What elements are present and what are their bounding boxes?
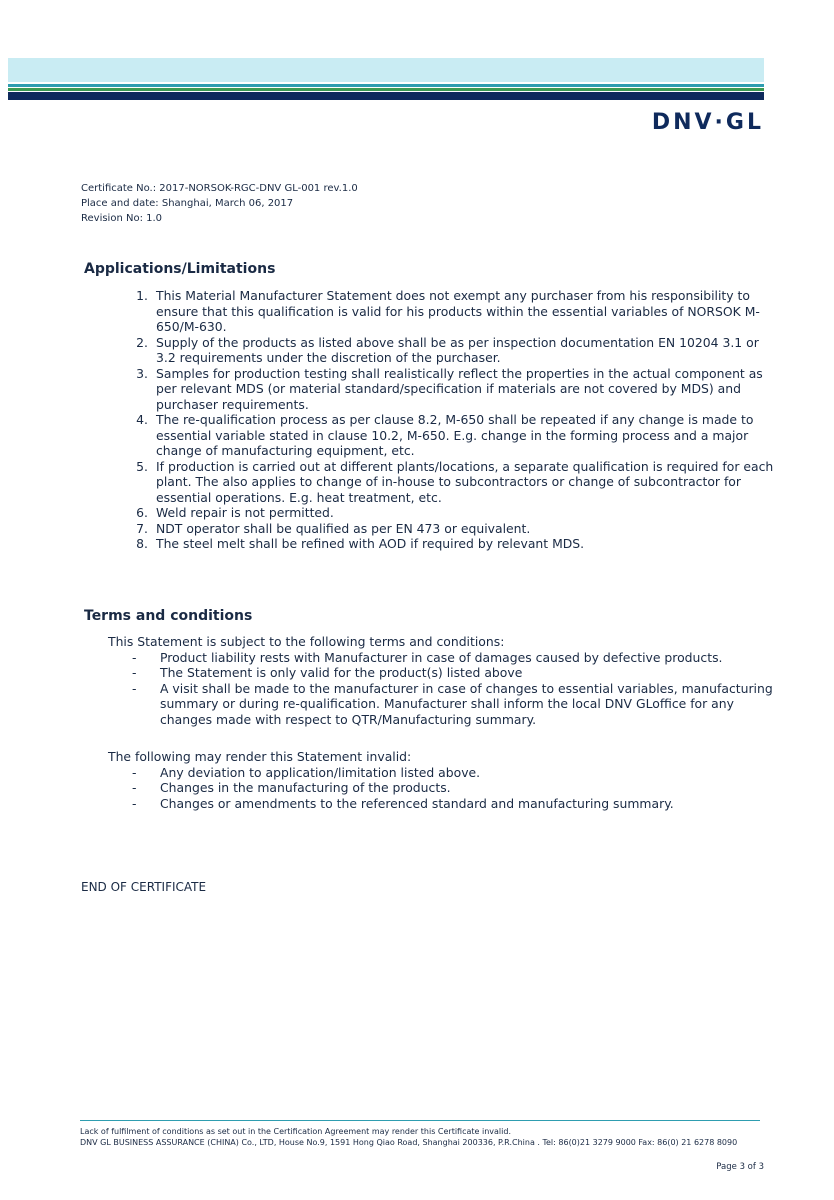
item-text: Product liability rests with Manufacturer in case of damages caused by defective products. [160,649,723,665]
dash-bullet: - [132,764,137,780]
applications-section [84,261,774,552]
certificate-number: Certificate No.: 2017-NORSOK-RGC-DNV GL-001 rev.1.0 [81,183,358,194]
invalid-intro: The following may render this Statement invalid: [108,749,412,764]
item-number: 6. [136,505,148,520]
item-number: 5. [136,458,148,474]
item-text: The re-qualification process as per clause 8.2, M-650 shall be repeated if any change is made to essential variable stated in clause 10.2, M-650. E.g. change in the forming process and a major change of manufacturing equipment, etc. [156,412,754,458]
item-text: Changes or amendments to the referenced standard and manufacturing summary. [160,795,674,811]
dash-bullet: - [132,680,137,696]
list-item [84,412,774,459]
dash-bullet: - [132,665,137,680]
footer-divider [80,1120,760,1121]
dash-bullet: - [132,649,137,665]
item-number: 7. [136,520,148,536]
item-number: 4. [136,412,148,427]
list-item [84,459,774,506]
dnv-gl-logo: DNV·GL [651,110,764,135]
list-item [84,536,774,552]
certificate-info [81,181,358,226]
revision-number: Revision No: 1.0 [81,213,163,224]
item-text: The steel melt shall be refined with AOD if required by relevant MDS. [156,536,585,551]
header-line-green [8,88,764,91]
item-number: 2. [136,334,148,350]
applications-title: Applications/Limitations [84,261,276,277]
list-item [84,681,774,728]
list-item [84,288,774,335]
item-number: 1. [136,288,148,303]
item-text: Samples for production testing shall realistically reflect the properties in the actual component as per relevant MDS (or material standard/specification if materials are not covered by MDS) and purchaser requirements. [156,365,763,412]
list-item [84,335,774,366]
item-text: This Material Manufacturer Statement does not exempt any purchaser from his responsibility to ensure that this qualification is valid for his products within the essential variables of NORSOK M-650/M-630. [156,288,760,334]
page-number: Page 3 of 3 [716,1162,764,1172]
item-text: A visit shall be made to the manufacturer in case of changes to essential variables, manufacturing summary or during re-qualification. Manufacturer shall inform the local DNV GLoffice for any changes made with respect to QTR/Manufacturing summary. [160,680,773,727]
list-item [84,366,774,413]
list-item [84,780,774,796]
terms-intro: This Statement is subject to the following terms and conditions: [108,634,505,649]
list-item [84,505,774,521]
place-and-date: Place and date: Shanghai, March 06, 2017 [81,198,294,209]
terms-section [84,608,774,811]
dash-bullet: - [132,780,137,795]
end-of-certificate: END OF CERTIFICATE [81,880,207,894]
footer-address: DNV GL BUSINESS ASSURANCE (CHINA) Co., LTD, House No.9, 1591 Hong Qiao Road, Shanghai 200336, P.R.China . Tel: 86(0)21 3279 9000 Fax: 86(0) 21 6278 8090 [80,1138,738,1147]
item-text: If production is carried out at different plants/locations, a separate qualification is required for each plant. The also applies to change of in-house to subcontractors or change of subcontractor for essential operations. E.g. heat treatment, etc. [156,458,774,505]
list-item [84,796,774,812]
footer-disclaimer: Lack of fulfilment of conditions as set out in the Certification Agreement may render this Certificate invalid. [80,1127,511,1136]
item-text: The Statement is only valid for the product(s) listed above [160,665,523,680]
item-number: 8. [136,536,148,551]
list-item [84,650,774,666]
applications-list [84,288,774,552]
item-text: Changes in the manufacturing of the products. [160,780,451,795]
invalid-list [84,765,774,812]
list-item [84,665,774,681]
item-number: 3. [136,365,148,381]
item-text: Any deviation to application/limitation listed above. [160,764,481,780]
conditions-list [84,650,774,728]
header-line-teal [8,84,764,87]
list-item [84,521,774,537]
dash-bullet: - [132,795,137,811]
footer [80,1126,760,1148]
header-band-navy [8,92,764,100]
item-text: Weld repair is not permitted. [156,505,334,520]
terms-title: Terms and conditions [84,608,253,624]
header-band-light [8,58,764,82]
list-item [84,765,774,781]
item-text: NDT operator shall be qualified as per EN 473 or equivalent. [156,520,531,536]
item-text: Supply of the products as listed above shall be as per inspection documentation EN 10204 3.1 or 3.2 requirements under the discretion of the purchaser. [156,334,759,365]
